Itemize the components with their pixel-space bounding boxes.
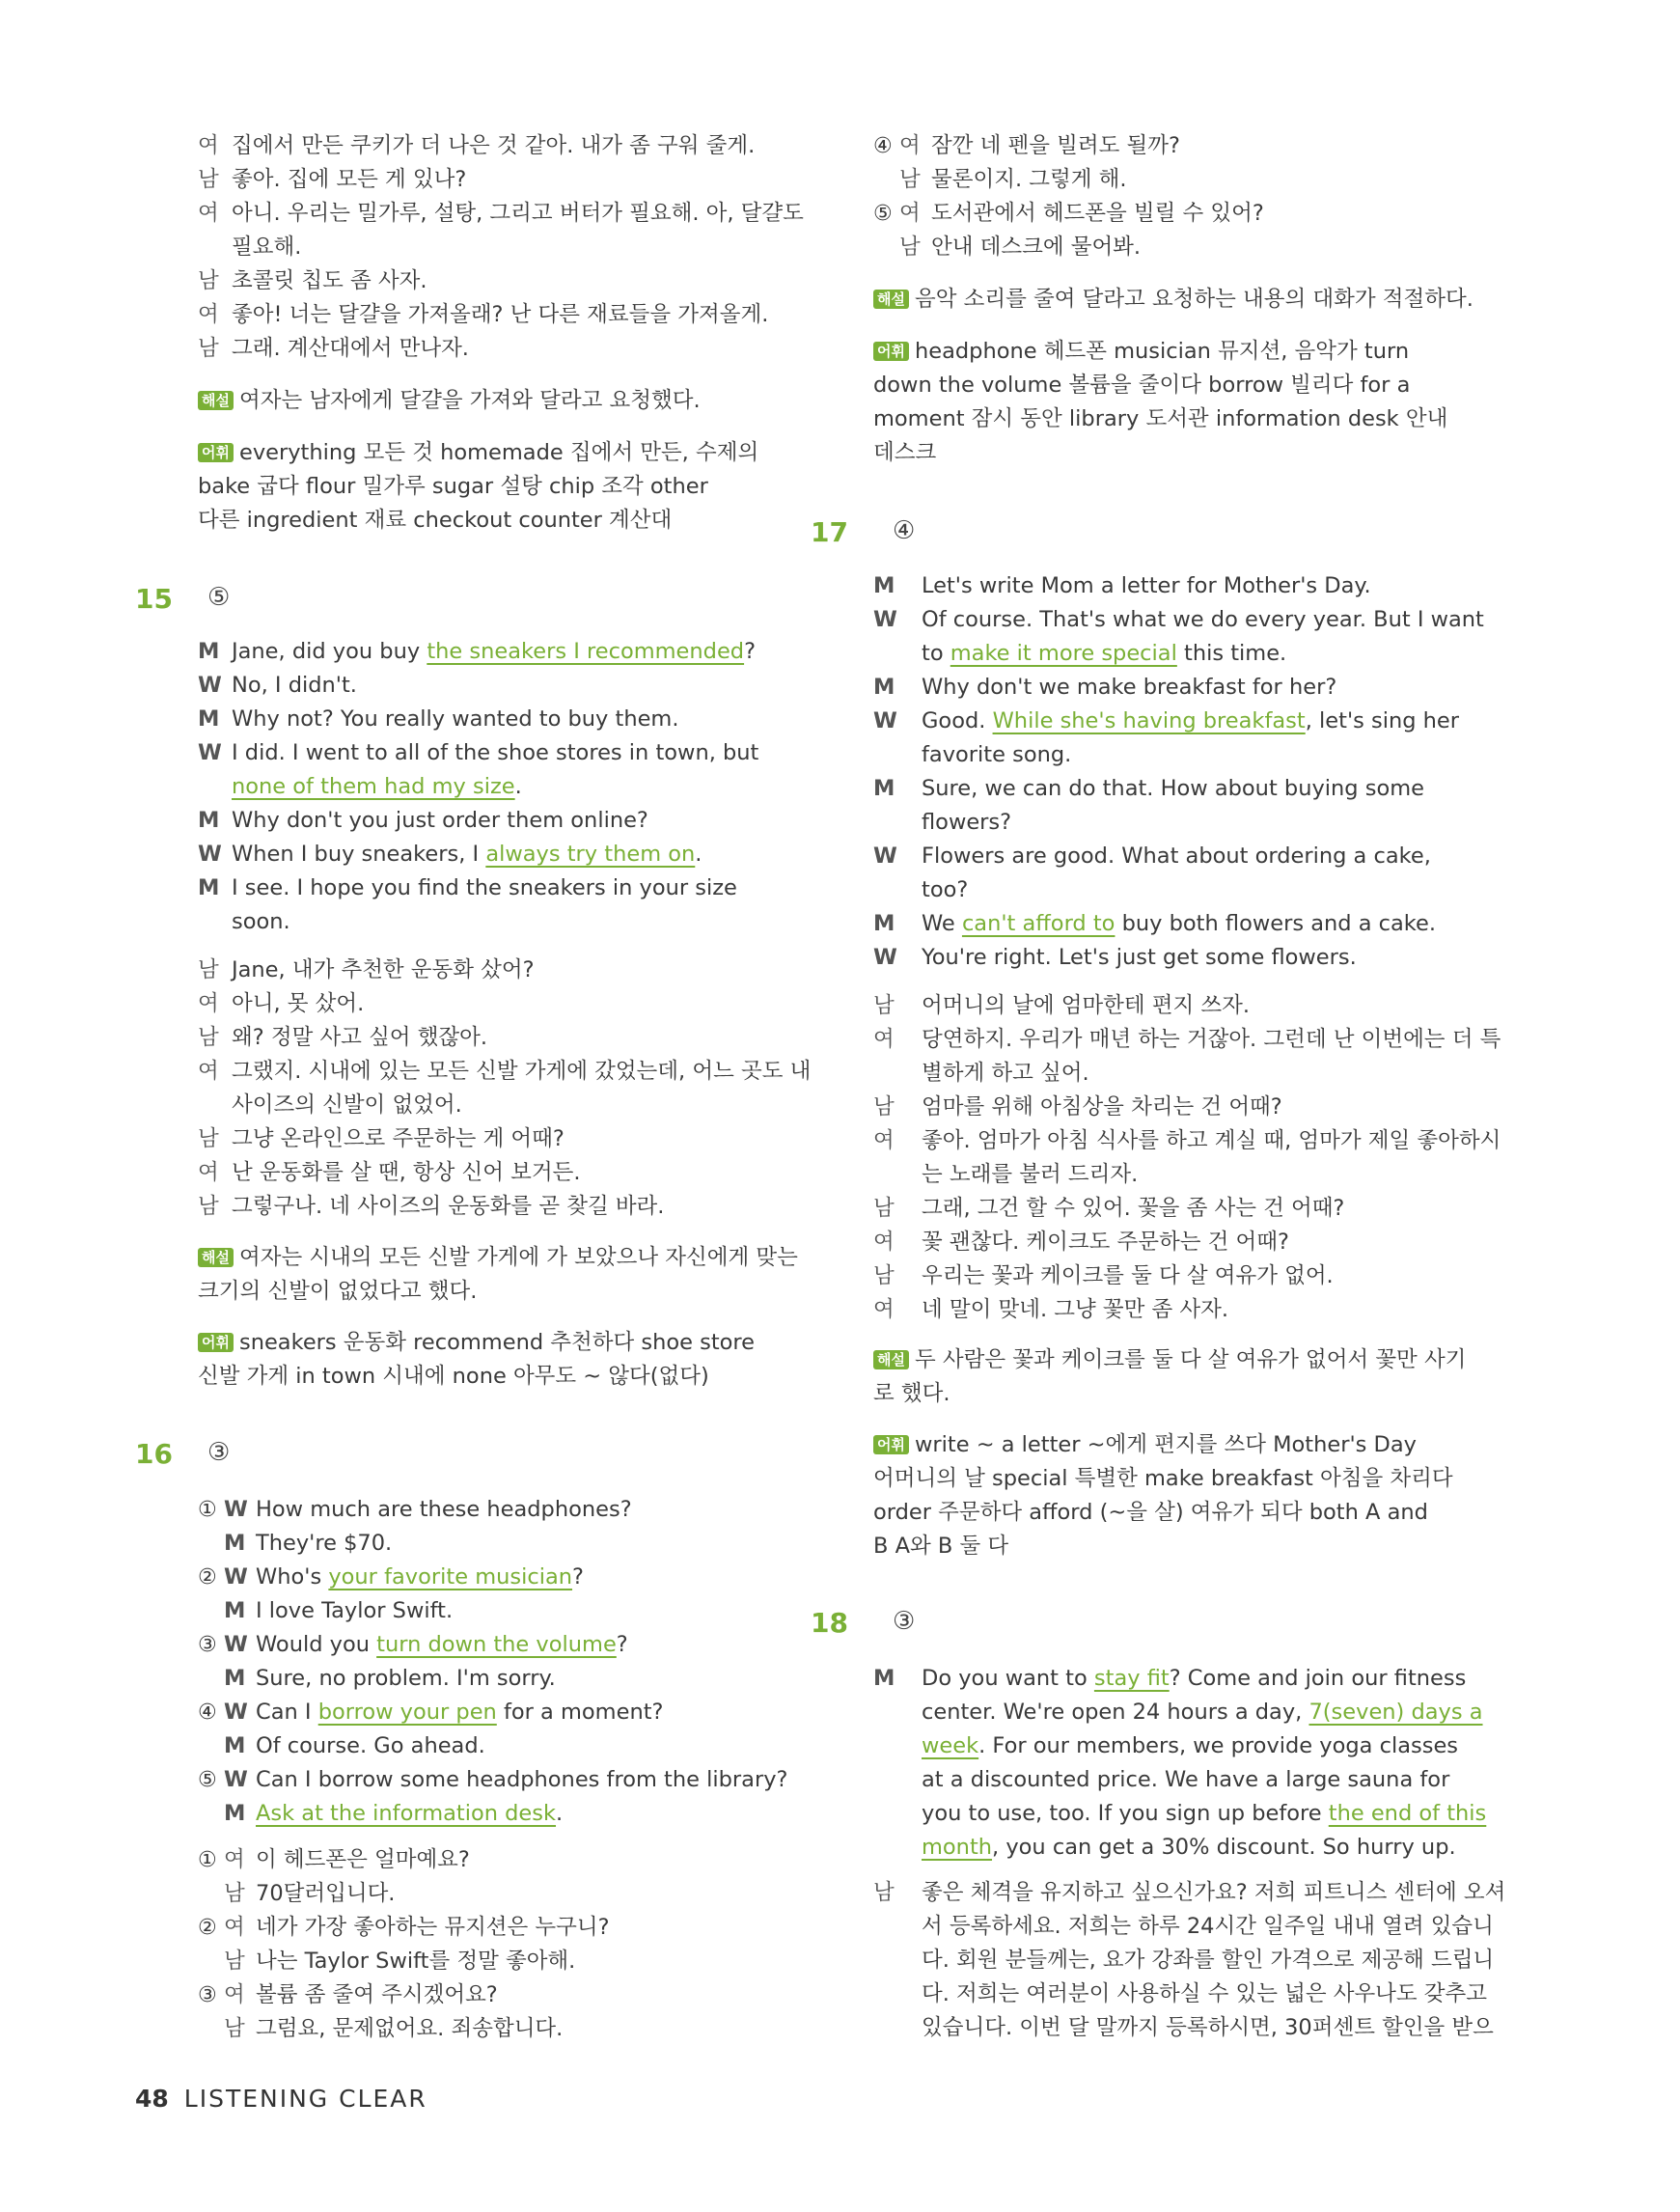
dialogue-line: 여 아니, 못 샀어. [198,991,365,1016]
dialogue-line: 남 그렇구나. 네 사이즈의 운동화를 곧 찾길 바라. [198,1194,665,1219]
script-line: soon. [232,909,290,934]
question-18-script: M Do you want to stay fit? Come and join our fitness center. We're open 24 hours a day, 7(seven) days a week. For our members, we provide yoga classes at a discounted price. We have a large sauna for you to use, too. If you sign up before the end of this month, you can get a 30% discount. So hurry up. [873,1666,1487,1860]
script-line: M Why don't you just order them online? [198,808,648,833]
question-17-script: M Let's write Mom a letter for Mother's Day. W Of course. That's what we do every year. But I want to make it more special this time. M Why don't we make breakfast for her? W Good. While she's having breakfast, let's sing her favorite song. M Sure, we can do that. How about buying some flowers? W Flowers are good. What about ordering a cake, too? M We can't afford to buy both flowers and a cake. W You're right. Let's just get some flowers. [873,573,1484,970]
book-title: LISTENING CLEAR [183,2085,427,2113]
haeseol-badge: 해설 [198,391,234,410]
intro-korean-dialogue [135,129,804,366]
question-15-vocab: 어휘 sneakers 운동화 recommend 추천하다 shoe store 신발 가게 in town 시내에 none 아무도 ~ 않다(없다) [198,1330,756,1389]
question-18-header [811,1607,1472,1645]
question-15-haeseol: 해설 여자는 시내의 모든 신발 가게에 가 보았으나 자신에게 맞는 크기의 신발이 없었다고 했다. [198,1245,798,1304]
question-15-header [135,583,791,622]
dialogue-line: 여 그랬지. 시내에 있는 모든 신발 가게에 갔었는데, 어느 곳도 내 [198,1059,812,1084]
intro-haeseol: 해설 여자는 남자에게 달걀을 가져와 달라고 요청했다. [135,384,791,418]
question-16-script: ① W How much are these headphones? M They're $70. ② W Who's your favorite musician? M I love Taylor Swift. ③ W Would you turn down the volume? M Sure, no problem. I'm sorry. ④ W Can I borrow your pen for a moment? M Of course. Go ahead. ⑤ W Can I borrow some headphones from the library? M Ask at the information desk. [198,1497,788,1826]
question-16-korean: ① 여 이 헤드폰은 얼마예요? 남 70달러입니다. ② 여 네가 가장 좋아하는 뮤지션은 누구니? 남 나는 Taylor Swift를 정말 좋아해. ③ 여 볼륨 좀 줄여 주시겠어요? 남 그럼요, 문제없어요. 죄송합니다. [198,1847,610,2041]
dialogue-line: 여 좋아! 너는 달걀을 가져올래? 난 다른 재료들을 가져올게. [198,302,769,327]
dialogue-line: 남 왜? 정말 사고 싶어 했잖아. [198,1025,488,1050]
dialogue-line: 남 초콜릿 칩도 좀 사자. [198,268,427,293]
dialogue-line: 여 난 운동화를 살 땐, 항상 신어 보거든. [198,1160,581,1185]
question-16-korean-continued: ④ 여 잠깐 네 펜을 빌려도 될까? 남 물론이지. 그렇게 해. ⑤ 여 도서관에서 헤드폰을 빌릴 수 있어? 남 안내 데스크에 물어봐. [873,133,1264,260]
question-number: 15 [135,583,173,615]
page-number: 48 [135,2085,169,2113]
script-line: M I see. I hope you find the sneakers in your size [198,875,737,900]
page-footer [135,2080,427,2118]
question-17-header [811,516,1472,555]
answer-mark: ③ [893,1607,916,1636]
dialogue-line: 사이즈의 신발이 없었어. [232,1092,462,1118]
answer-mark: ③ [207,1438,231,1467]
question-16-haeseol: 해설 음악 소리를 줄여 달라고 요청하는 내용의 대화가 적절하다. [830,283,1472,317]
answer-mark: ④ [893,516,916,545]
question-16-vocab: 어휘 headphone 헤드폰 musician 뮤지션, 음악가 turn down the volume 볼륨을 줄이다 borrow 빌리다 for a moment 잠시 동안 library 도서관 information desk 안내 데스크 [873,339,1448,465]
dialogue-line: 여 집에서 만든 쿠키가 더 나은 것 같아. 내가 좀 구워 줄게. [198,133,756,158]
vocab-badge: 어휘 [198,443,234,462]
script-line: M Why not? You really wanted to buy them. [198,706,679,732]
dialogue-line: 남 그래. 계산대에서 만나자. [198,336,469,361]
question-16-header [135,1438,791,1477]
dialogue-line: 남 Jane, 내가 추천한 운동화 샀어? [198,957,535,982]
question-number: 17 [811,516,848,548]
dialogue-line: 남 좋아. 집에 모든 게 있나? [198,167,467,192]
dialogue-line: 필요해. [232,235,302,260]
script-line: W When I buy sneakers, I always try them on. [198,842,702,867]
question-number: 18 [811,1607,848,1639]
script-line: W I did. I went to all of the shoe stores in town, but [198,740,759,765]
script-line: M Jane, did you buy the sneakers I recommended? [198,639,757,664]
question-18-korean: 남 좋은 체격을 유지하고 싶으신가요? 저희 피트니스 센터에 오셔 서 등록하세요. 저희는 하루 24시간 일주일 내내 열려 있습니 다. 회원 분들께는, 요가 강좌를 할인 가격으로 제공해 드립니 다. 저희는 여러분이 사용하실 수 있는 넓은 사우나도 갖추고 있습니다. 이번 달 말까지 등록하시면, 30퍼센트 할인을 받으 [873,1880,1506,2040]
question-number: 16 [135,1438,173,1470]
script-line: none of them had my size. [232,774,522,799]
question-17-vocab: 어휘 write ~ a letter ~에게 편지를 쓰다 Mother's Day 어머니의 날 special 특별한 make breakfast 아침을 차리다 order 주문하다 afford (~을 살) 여유가 되다 both A and B A와 B 둘 다 [873,1432,1453,1559]
question-15-script [135,635,791,939]
question-17-haeseol: 해설 두 사람은 꽃과 케이크를 둘 다 살 여유가 없어서 꽃만 사기 로 했다. [873,1347,1467,1406]
script-line: W No, I didn't. [198,673,357,698]
dialogue-line: 여 아니. 우리는 밀가루, 설탕, 그리고 버터가 필요해. 아, 달걀도 [198,201,804,226]
answer-mark: ⑤ [207,583,231,612]
question-15-korean [135,954,812,1224]
question-17-korean: 남 어머니의 날에 엄마한테 편지 쓰자. 여 당연하지. 우리가 매년 하는 거잖아. 그런데 난 이번에는 더 특 별하게 하고 싶어. 남 엄마를 위해 아침상을 차리는 건 어때? 여 좋아. 엄마가 아침 식사를 하고 계실 때, 엄마가 제일 좋아하시 는 노래를 불러 드리자. 남 그래, 그건 할 수 있어. 꽃을 좀 사는 건 어때? 여 꽃 괜찮다. 케이크도 주문하는 건 어때? 남 우리는 꽃과 케이크를 둘 다 살 여유가 없어. 여 네 말이 맞네. 그냥 꽃만 좀 사자. [873,993,1501,1322]
intro-vocab: 어휘 everything 모든 것 homemade 집에서 만든, 수제의 bake 굽다 flour 밀가루 sugar 설탕 chip 조각 other 다른 ingredient 재료 checkout counter 계산대 [198,440,759,533]
dialogue-line: 남 그냥 온라인으로 주문하는 게 어때? [198,1126,565,1151]
